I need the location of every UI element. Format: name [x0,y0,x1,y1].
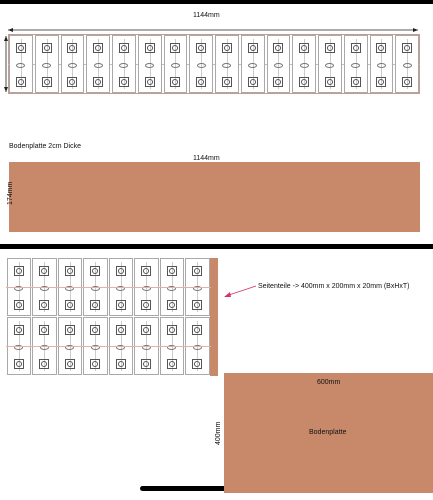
terminal-bottom-icon [119,77,129,87]
terminal-bottom-icon [90,359,100,369]
battery-cell [112,35,136,93]
terminal-bottom-icon [39,359,49,369]
terminal-bottom-icon [299,77,309,87]
cell-vent-icon [248,63,257,68]
terminal-top-icon [196,43,206,53]
terminal-top-icon [141,325,151,335]
terminal-bottom-icon [141,359,151,369]
cell-vent-icon [16,63,25,68]
terminal-bottom-icon [145,77,155,87]
terminal-top-icon [192,266,202,276]
floor-plate-height-label: 174mm [7,181,14,205]
cell-vent-icon [274,63,283,68]
terminal-bottom-icon [14,300,24,310]
terminal-top-icon [93,43,103,53]
terminal-bottom-icon [167,359,177,369]
terminal-top-icon [65,325,75,335]
floor-plate-2-height-label: 400mm [215,421,222,445]
battery-cell [318,35,342,93]
cell-vent-icon [94,63,103,68]
terminal-top-icon [167,325,177,335]
battery-cell [86,35,110,93]
side-panel-label: Seitenteile -> 400mm x 200mm x 20mm (BxHxT) [258,283,410,290]
terminal-top-icon [90,266,100,276]
cell-vent-icon [145,63,154,68]
top-width-label: 1144mm [193,12,220,19]
cell-vent-icon [300,63,309,68]
cell-vent-icon [197,63,206,68]
terminal-bottom-icon [376,77,386,87]
terminal-bottom-icon [222,77,232,87]
terminal-top-icon [192,325,202,335]
battery-cell [9,35,33,93]
terminal-bottom-icon [273,77,283,87]
terminal-top-icon [39,325,49,335]
terminal-bottom-icon [170,77,180,87]
cell-vent-icon [222,63,231,68]
side-panel-arrow [220,282,260,302]
terminal-bottom-icon [192,359,202,369]
terminal-top-icon [170,43,180,53]
floor-plate-width-label: 1144mm [193,155,220,162]
side-panel [210,258,218,376]
terminal-bottom-icon [402,77,412,87]
terminal-top-icon [14,325,24,335]
terminal-top-icon [402,43,412,53]
floor-plate-2-width-label: 600mm [317,379,341,386]
terminal-top-icon [116,325,126,335]
terminal-bottom-icon [93,77,103,87]
terminal-top-icon [376,43,386,53]
terminal-top-icon [16,43,26,53]
terminal-top-icon [299,43,309,53]
battery-cell [215,35,239,93]
terminal-bottom-icon [351,77,361,87]
bottom-guide-line-1 [6,287,211,288]
terminal-bottom-icon [196,77,206,87]
terminal-bottom-icon [65,300,75,310]
terminal-bottom-icon [39,300,49,310]
cell-vent-icon [119,63,128,68]
terminal-top-icon [39,266,49,276]
terminal-bottom-icon [90,300,100,310]
terminal-top-icon [65,266,75,276]
terminal-bottom-icon [116,300,126,310]
terminal-top-icon [248,43,258,53]
terminal-top-icon [119,43,129,53]
terminal-top-icon [222,43,232,53]
terminal-bottom-icon [325,77,335,87]
battery-cell [164,35,188,93]
battery-cell [370,35,394,93]
terminal-bottom-icon [116,359,126,369]
cell-vent-icon [68,63,77,68]
terminal-bottom-icon [192,300,202,310]
terminal-top-icon [351,43,361,53]
terminal-bottom-icon [248,77,258,87]
battery-cell [267,35,291,93]
terminal-top-icon [141,266,151,276]
terminal-bottom-icon [167,300,177,310]
terminal-bottom-icon [67,77,77,87]
cell-vent-icon [377,63,386,68]
terminal-top-icon [273,43,283,53]
terminal-top-icon [42,43,52,53]
floor-plate-2-title: Bodenplatte [309,429,347,436]
terminal-top-icon [167,266,177,276]
terminal-top-icon [67,43,77,53]
cell-vent-icon [403,63,412,68]
terminal-bottom-icon [141,300,151,310]
terminal-top-icon [116,266,126,276]
cell-vent-icon [325,63,334,68]
battery-cell [241,35,265,93]
terminal-bottom-icon [65,359,75,369]
terminal-bottom-icon [42,77,52,87]
cell-vent-icon [42,63,51,68]
terminal-top-icon [325,43,335,53]
cell-vent-icon [351,63,360,68]
terminal-top-icon [90,325,100,335]
battery-cell [395,35,419,93]
terminal-top-icon [14,266,24,276]
battery-cell [61,35,85,93]
battery-cell [138,35,162,93]
battery-cell [35,35,59,93]
battery-cell [189,35,213,93]
floor-plate-caption: Bodenplatte 2cm Dicke [9,143,81,150]
battery-cell [344,35,368,93]
terminal-top-icon [145,43,155,53]
divider-bar [0,244,433,249]
floor-plate-1 [9,162,420,232]
bottom-guide-line-2 [6,346,211,347]
battery-cell [292,35,316,93]
cell-vent-icon [171,63,180,68]
terminal-bottom-icon [16,77,26,87]
terminal-bottom-icon [14,359,24,369]
